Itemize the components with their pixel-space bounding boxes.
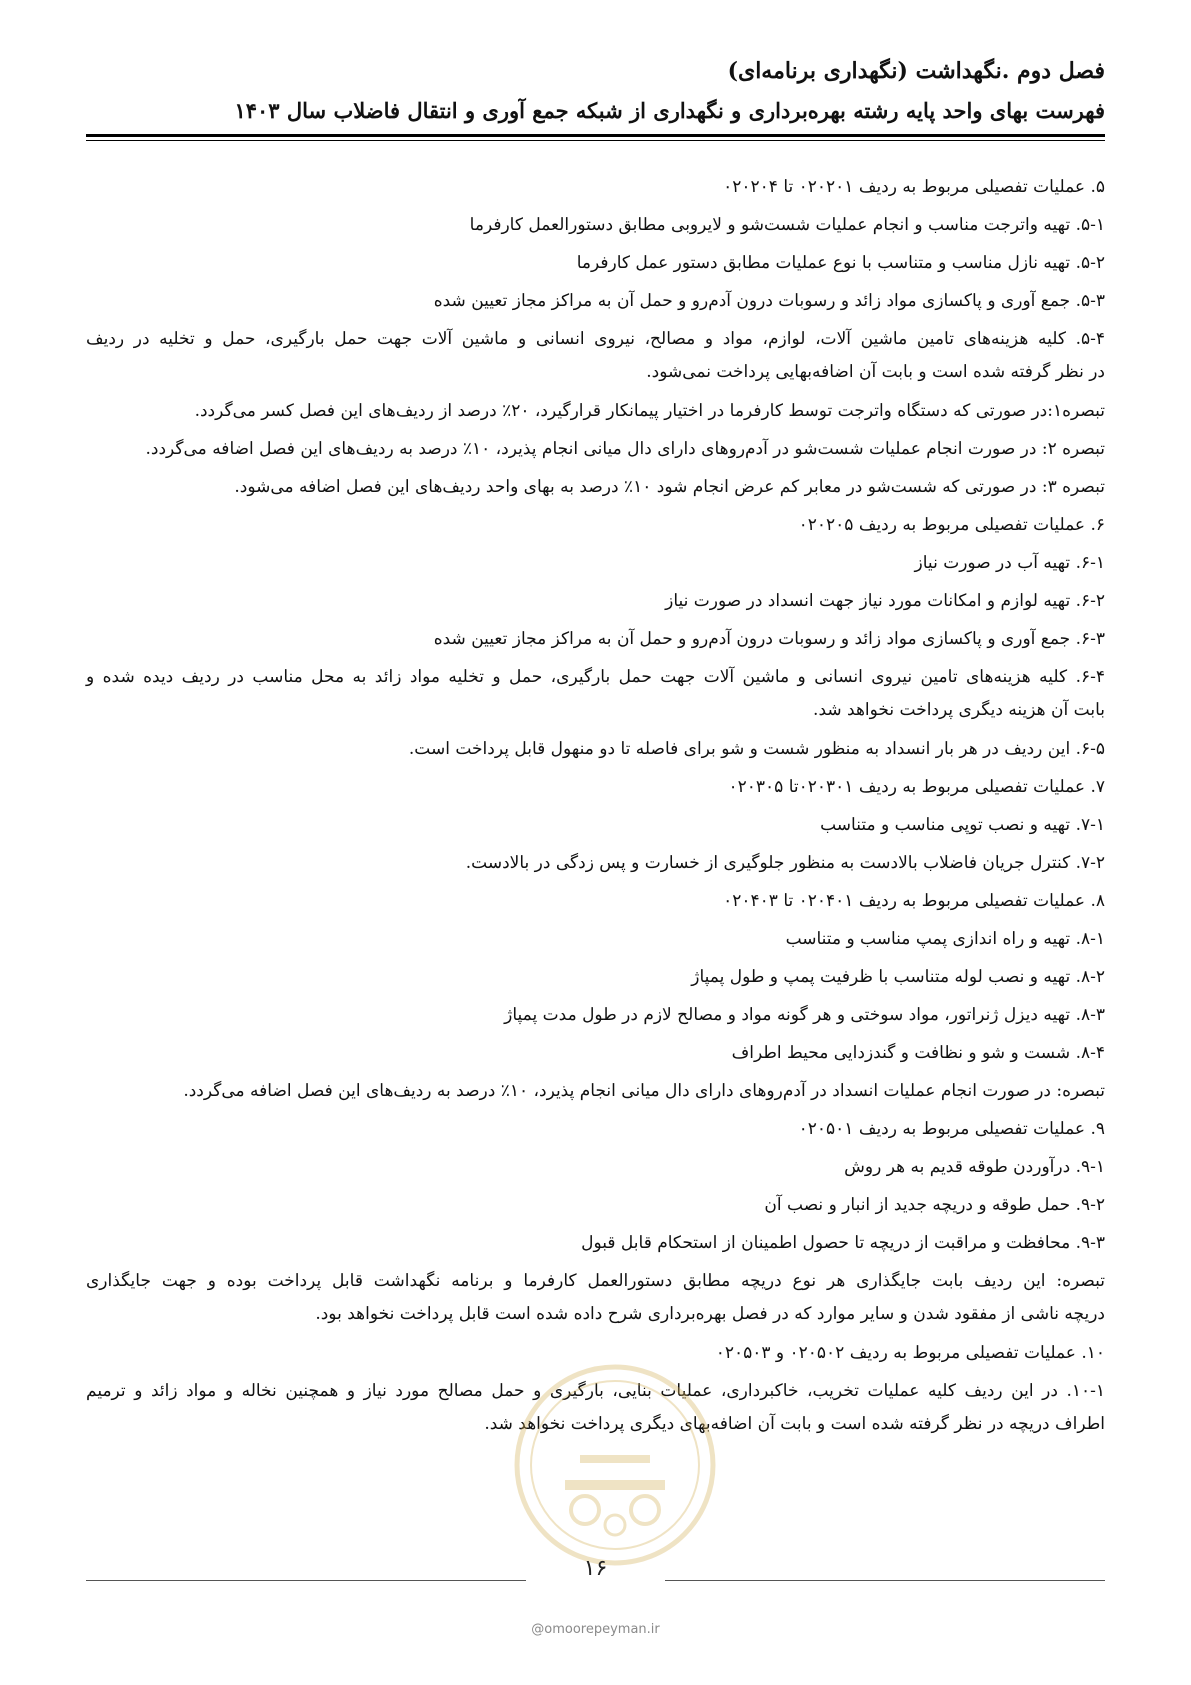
section-9-heading: ۹. عملیات تفصیلی مربوط به ردیف ۰۲۰۵۰۱ [798, 1119, 1105, 1139]
item-6-5: ۶-۵. این ردیف در هر بار انسداد به منظور شست و شو برای فاصله تا دو منهول قابل پرداخت است. [408, 739, 1105, 759]
item-8-4: ۸-۴. شست و شو و نظافت و گندزدایی محیط اطراف [731, 1043, 1105, 1063]
note-1: تبصره۱:در صورتی که دستگاه واترجت توسط کارفرما در اختیار پیمانکار قرارگیرد، ۲۰٪ درصد از ردیف‌های این فصل کسر می‌گردد. [194, 401, 1105, 421]
header-rule-thin [86, 140, 1105, 141]
document-body [86, 168, 1105, 1444]
item-8-1: ۸-۱. تهیه و راه اندازی پمپ مناسب و متناسب [785, 929, 1105, 949]
item-9-2: ۹-۲. حمل طوقه و دریچه جدید از انبار و نصب آن [764, 1195, 1105, 1215]
watermark-url: @omoorepeyman.ir [531, 1622, 660, 1637]
note-section-8: تبصره: در صورت انجام عملیات انسداد در آدم‌روهای دارای دال میانی انجام پذیرد، ۱۰٪ درصد به ردیف‌های این فصل اضافه می‌گردد. [183, 1081, 1105, 1101]
item-9-1: ۹-۱. درآوردن طوقه قدیم به هر روش [844, 1157, 1105, 1177]
item-5-4: ۵-۴. کلیه هزینه‌های تامین ماشین آلات، لوازم، مواد و مصالح، نیروی انسانی و ماشین آلات جهت حمل بارگیری، حمل و تخلیه در ردیف [86, 329, 1105, 349]
chapter-heading: فصل دوم .نگهداشت (نگهداری برنامه‌ای) [727, 58, 1105, 84]
item-7-2: ۷-۲. کنترل جریان فاضلاب بالادست به منظور جلوگیری از خسارت و پس زدگی در بالادست. [465, 853, 1105, 873]
note-2: تبصره ۲: در صورت انجام عملیات شست‌شو در آدم‌روهای دارای دال میانی انجام پذیرد، ۱۰٪ درصد به ردیف‌های این فصل اضافه می‌گردد. [145, 439, 1105, 459]
page-number: ۱۶ [583, 1556, 608, 1581]
document-title: فهرست بهای واحد پایه رشته بهره‌برداری و نگهداری از شبکه جمع آوری و انتقال فاضلاب سال ۱۴۰۳ [234, 98, 1105, 123]
section-10-heading: ۱۰. عملیات تفصیلی مربوط به ردیف ۰۲۰۵۰۲ و ۰۲۰۵۰۳ [715, 1343, 1105, 1363]
footer-rule-left [86, 1580, 526, 1581]
item-6-1: ۶-۱. تهیه آب در صورت نیاز [914, 553, 1105, 573]
note-section-9: تبصره: این ردیف بابت جایگذاری هر نوع دریچه مطابق دستورالعمل کارفرما و برنامه نگهداشت قابل پرداخت بوده و جهت جایگذاری [86, 1271, 1105, 1291]
footer-rule-right [665, 1580, 1105, 1581]
item-10-1-continued: اطراف دریچه در نظر گرفته شده است و بابت آن اضافه‌بهای دیگری پرداخت نخواهد شد. [484, 1414, 1105, 1434]
section-8-heading: ۸. عملیات تفصیلی مربوط به ردیف ۰۲۰۴۰۱ تا ۰۲۰۴۰۳ [723, 891, 1105, 911]
section-6-heading: ۶. عملیات تفصیلی مربوط به ردیف ۰۲۰۲۰۵ [798, 515, 1105, 535]
note-section-9-continued: دریچه ناشی از مفقود شدن و سایر موارد که در فصل بهره‌برداری شرح داده شده است قابل پرداخت نخواهد بود. [315, 1304, 1105, 1324]
item-6-2: ۶-۲. تهیه لوازم و امکانات مورد نیاز جهت انسداد در صورت نیاز [665, 591, 1105, 611]
item-8-2: ۸-۲. تهیه و نصب لوله متناسب با ظرفیت پمپ و طول پمپاژ [691, 967, 1105, 987]
item-7-1: ۷-۱. تهیه و نصب توپی مناسب و متناسب [820, 815, 1105, 835]
item-10-1: ۱۰-۱. در این ردیف کلیه عملیات تخریب، خاکبرداری، عملیات بنایی، بارگیری و حمل مصالح مورد نیاز و همچنین نخاله و مواد زائد و ترمیم [86, 1381, 1105, 1401]
item-5-4-continued: در نظر گرفته شده است و بابت آن اضافه‌بهایی پرداخت نمی‌شود. [646, 362, 1105, 382]
item-6-3: ۶-۳. جمع آوری و پاکسازی مواد زائد و رسوبات درون آدم‌رو و حمل آن به مراکز مجاز تعیین شده [433, 629, 1105, 649]
section-5-heading: ۵. عملیات تفصیلی مربوط به ردیف ۰۲۰۲۰۱ تا ۰۲۰۲۰۴ [723, 177, 1105, 197]
item-5-1: ۵-۱. تهیه واترجت مناسب و انجام عملیات شست‌شو و لایروبی مطابق دستورالعمل کارفرما [469, 215, 1105, 235]
header-rule-thick [86, 134, 1105, 137]
note-3: تبصره ۳: در صورتی که شست‌شو در معابر کم عرض انجام شود ۱۰٪ درصد به بهای واحد ردیف‌های این فصل اضافه می‌شود. [234, 477, 1105, 497]
item-6-4: ۶-۴. کلیه هزینه‌های تامین نیروی انسانی و ماشین آلات جهت حمل بارگیری، حمل و تخلیه مواد زائد به محل مناسب در ردیف دیده شده و [86, 667, 1105, 687]
watermark-logo [510, 1360, 720, 1570]
item-5-2: ۵-۲. تهیه نازل مناسب و متناسب با نوع عملیات مطابق دستور عمل کارفرما [576, 253, 1105, 273]
item-5-3: ۵-۳. جمع آوری و پاکسازی مواد زائد و رسوبات درون آدم‌رو و حمل آن به مراکز مجاز تعیین شده [433, 291, 1105, 311]
section-7-heading: ۷. عملیات تفصیلی مربوط به ردیف ۰۲۰۳۰۱تا ۰۲۰۳۰۵ [728, 777, 1105, 797]
item-8-3: ۸-۳. تهیه دیزل ژنراتور، مواد سوختی و هر گونه مواد و مصالح لازم در طول مدت پمپاژ [504, 1005, 1105, 1025]
item-6-4-continued: بابت آن هزینه دیگری پرداخت نخواهد شد. [813, 700, 1105, 720]
item-9-3: ۹-۳. محافظت و مراقبت از دریچه تا حصول اطمینان از استحکام قابل قبول [581, 1233, 1105, 1253]
